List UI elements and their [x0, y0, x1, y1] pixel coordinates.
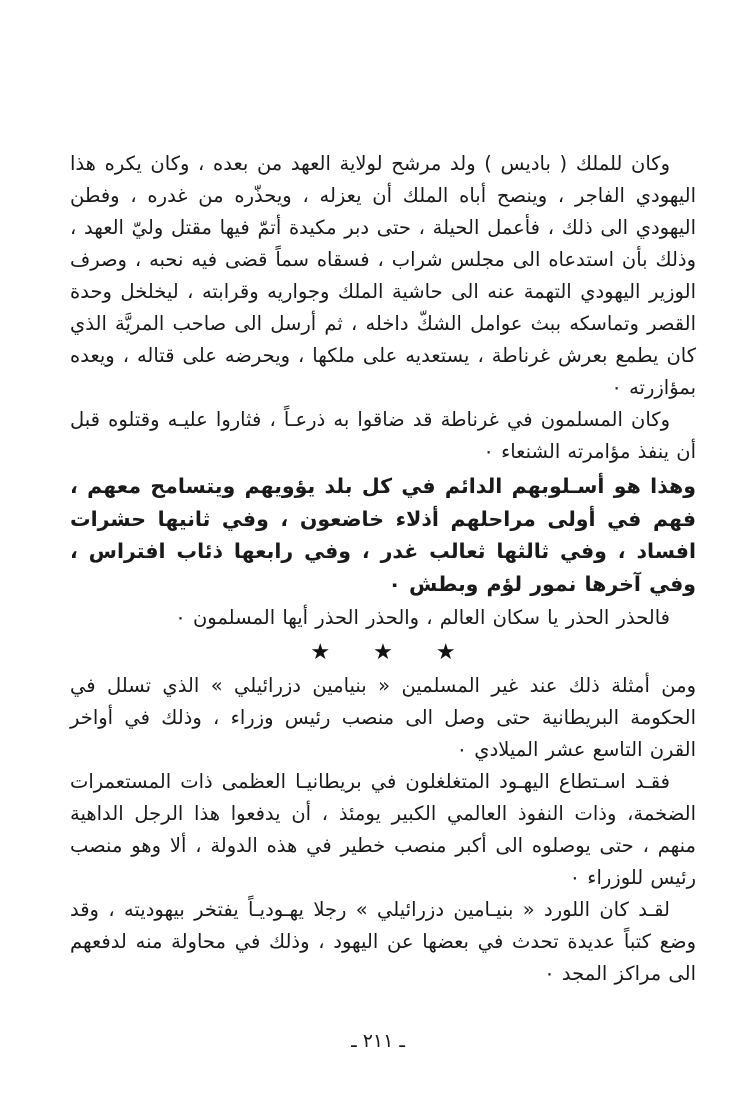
star-icon: ★ [310, 640, 331, 665]
paragraph-badis-heir: وكان للملك ( باديس ) ولد مرشح لولاية العهد من بعده ، وكان يكره هذا اليهودي الفاجر ، وينصح أباه الملك أن يعزله ، ويحذّره من غدره ، وفطن اليهودي الى ذلك ، فأعمل الحيلة ، حتى دبر مكيدة أتمّ فيها مقتل وليّ العهد ، وذلك بأن استدعاه الى مجلس شراب ، فسقاه سماً قضى فيه نحبه ، وصرف الوزير اليهودي التهمة عنه الى حاشية الملك وجواريه وقرابته ، ليخلخل وحدة القصر وتماسكه ببث عوامل الشكّ داخله ، ثم أرسل الى صاحب المريَّة الذي كان يطمع بعرش غرناطة ، يستعديه على ملكها ، ويحرضه على قتاله ، ويعده بمؤازرته ٠ [70, 152, 696, 399]
paragraph-warning: فالحذر الحذر يا سكان العالم ، والحذر الحذر أيها المسلمون ٠ [175, 606, 670, 629]
paragraph-disraeli-example: ومن أمثلة ذلك عند غير المسلمين « بنيامين دزرائيلي » الذي تسلل في الحكومة البريطانية حتى وصل الى منصب رئيس وزراء ، وذلك في أواخر القرن التاسع عشر الميلادي ٠ [70, 674, 696, 761]
paragraph-emphasis: وهذا هو أسـلوبهم الدائم في كل بلد يؤويهم ويتسامح معهم ، فهم في أولى مراحلهم أذلاء خاضعون ، وفي ثانيها حشرات افساد ، وفي ثالثها ثعالب غدر ، وفي رابعها ذئاب افتراس ، وفي آخرها نمور لؤم وبطش ٠ [70, 474, 696, 596]
star-icon: ★ [373, 640, 393, 665]
paragraph-granada-muslims: وكان المسلمون في غرناطة قد ضاقوا به ذرعـاً ، فثاروا عليـه وقتلوه قبل أن ينفذ مؤامرته الشنعاء ٠ [70, 408, 696, 463]
page-number: ـ ٢١١ ـ [351, 1030, 405, 1052]
paragraph-lord-disraeli: لقـد كان اللورد « بنيـامين دزرائيلي » رجلا يهـوديـاً يفتخر بيهوديته ، وقد وضع كتباً عديدة تحدث في بعضها عن اليهود ، وذلك في محاولة منه لدفعهم الى مراكز المجد ٠ [70, 898, 696, 985]
star-icon: ★ [435, 640, 456, 665]
paragraph-british-empire: فقـد اسـتطاع اليهـود المتغلغلون في بريطانيـا العظمى ذات المستعمرات الضخمة، وذات النفوذ العالمي الكبير يومئذ ، أن يدفعوا هذا الرجل الداهية منهم ، حتى يوصلوه الى أكبر منصب خطير في هذه الدولة ، ألا وهو منصب رئيس للوزراء ٠ [70, 770, 696, 889]
star-separator [70, 636, 696, 670]
body-text [70, 148, 696, 990]
